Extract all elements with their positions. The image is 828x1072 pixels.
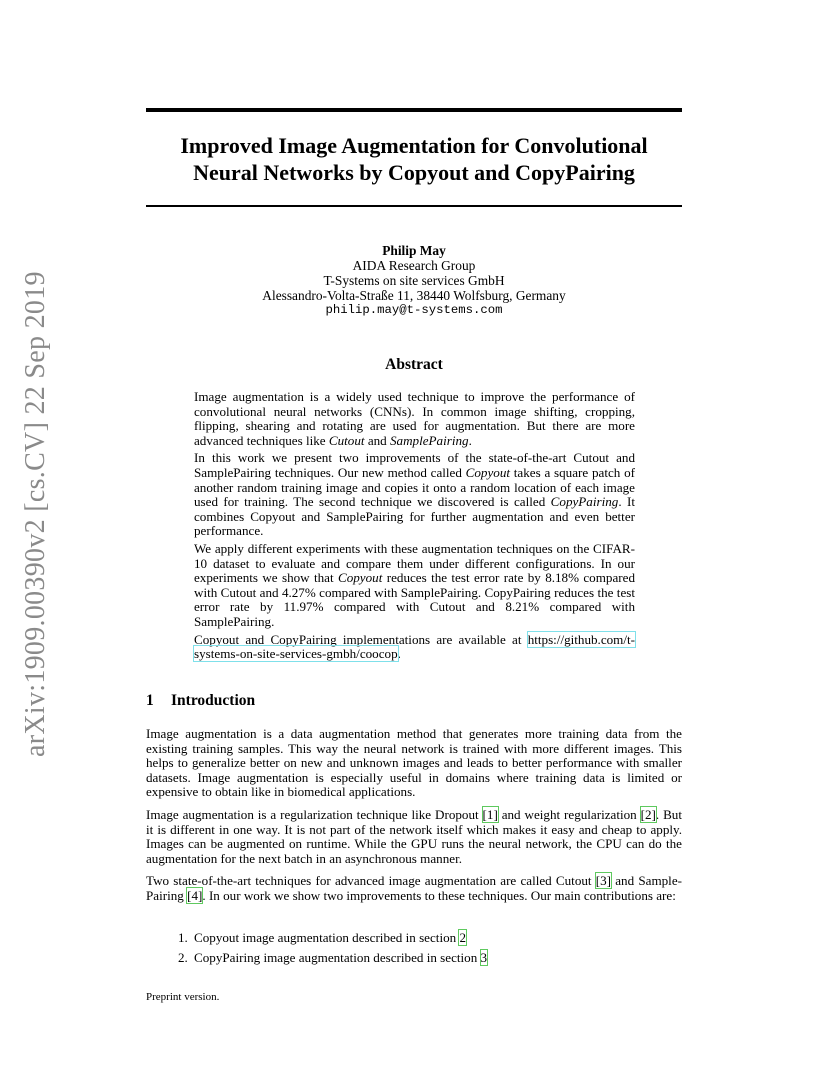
term-copyout: Copyout [465, 464, 511, 480]
intro-paragraph-1: Image augmentation is a data augmentation method that generates more training data from the existing training samples. This way the neural network is trained with more different images. This helps to generalize better on new and unknown images and leads to better performance with smaller datasets. Image augmentation is especially useful in domains where training data is limited or expensive to obtain like in biomedical applications. [146, 726, 682, 800]
citation-4[interactable]: [4] [187, 887, 203, 903]
intro-text: and weight regularization [497, 806, 641, 822]
intro-paragraph-3 [146, 874, 682, 903]
intro-paragraph-2 [146, 808, 682, 866]
abstract-text: and [364, 432, 390, 448]
author-affiliation-1: AIDA Research Group [352, 258, 476, 273]
list-text: CopyPairing image augmentation described in section [194, 949, 481, 965]
abstract-heading: Abstract [385, 356, 443, 373]
section-title: Introduction [171, 692, 256, 709]
author-email: philip.may@t-systems.com [325, 303, 503, 317]
intro-text: . But it is different in one way. It is not part of the network itself which makes it easy and cheap to apply. Images can be augmented on runtime. While the GPU runs the neural network, the CPU can do the augmentation for the next batch in an asynchronous manner. [146, 806, 682, 866]
term-copypairing: CopyPairing [550, 494, 619, 510]
intro-text: Image augmentation is a regularization technique like Dropout [146, 806, 483, 822]
abstract-body [194, 390, 635, 665]
term-samplepairing: SamplePairing [390, 432, 469, 448]
term-cutout: Cutout [328, 432, 365, 448]
author-affiliation-2: T-Systems on site services GmbH [323, 273, 505, 288]
abstract-paragraph-3 [194, 542, 635, 630]
title-top-rule [146, 108, 682, 112]
citation-2[interactable]: [2] [640, 806, 656, 822]
abstract-text: . It combines Copyout and SamplePairing for further augmentation and even better performance. [194, 494, 636, 539]
section-heading-introduction [146, 692, 682, 710]
section-ref-3[interactable]: 3 [480, 949, 488, 965]
title-bottom-rule [146, 205, 682, 207]
term-copyout: Copyout [337, 570, 383, 586]
abstract-text: takes a square patch of another random training image and copies it onto a random location of each image used for training. The second technique we discovered is called [194, 464, 635, 510]
paper-title [146, 132, 682, 186]
title-line-2: Neural Networks by Copyout and CopyPairing [193, 160, 635, 185]
github-link[interactable]: https://github.com/t-systems-on-site-services-gmbh/coocop [194, 631, 635, 662]
preprint-footnote: Preprint version. [146, 991, 220, 1003]
arxiv-stamp: arXiv:1909.00390v2 [cs.CV] 22 Sep 2019 [20, 271, 51, 757]
abstract-text: . [397, 646, 401, 662]
abstract-text: In this work we present two improvements of the state-of-the-art Cutout and SamplePairing techniques. Our new method called [194, 450, 635, 480]
list-number: 1. [178, 930, 188, 945]
introduction-body [146, 727, 682, 912]
intro-text: Two state-of-the-art techniques for advanced image augmentation are called Cutout [146, 873, 596, 889]
list-item [178, 931, 678, 946]
section-number: 1 [146, 692, 154, 709]
author-address: Alessandro-Volta-Straße 11, 38440 Wolfsburg, Germany [262, 288, 566, 303]
abstract-text: Image augmentation is a widely used technique to improve the performance of convolutional neural networks (CNNs). In common image shifting, cropping, flipping, shearing and rotating are used for augmentation. But there are more advanced techniques like [194, 389, 635, 448]
abstract-text: Copyout and CopyPairing implementations are available at [194, 631, 528, 647]
list-item [178, 951, 678, 966]
abstract-paragraph-2 [194, 451, 635, 539]
title-line-1: Improved Image Augmentation for Convolutional [180, 133, 648, 158]
intro-text: and Sample-Pairing [146, 873, 682, 903]
citation-1[interactable]: [1] [482, 806, 498, 822]
list-number: 2. [178, 949, 188, 965]
abstract-text: reduces the test error rate by 8.18% compared with Cutout and 4.27% compared with SamplePairing. CopyPairing reduces the test error rate by 11.97% compared with Cutout and 8.21% compared with SamplePairing. [194, 570, 635, 629]
citation-3[interactable]: [3] [595, 873, 612, 889]
section-ref-2[interactable]: 2 [459, 930, 466, 945]
intro-text: . In our work we show two improvements to these techniques. Our main contributions are: [202, 887, 676, 903]
abstract-text: . [468, 432, 472, 448]
author-block [146, 243, 682, 318]
abstract-paragraph-4 [194, 633, 635, 662]
author-name: Philip May [382, 243, 446, 258]
abstract-text: We apply different experiments with these augmentation techniques on the CIFAR-10 dataset to evaluate and compare them under different configurations. In our experiments we show that [194, 540, 635, 586]
contributions-list [178, 931, 678, 970]
list-text: Copyout image augmentation described in section [194, 930, 460, 945]
abstract-paragraph-1 [194, 390, 635, 448]
